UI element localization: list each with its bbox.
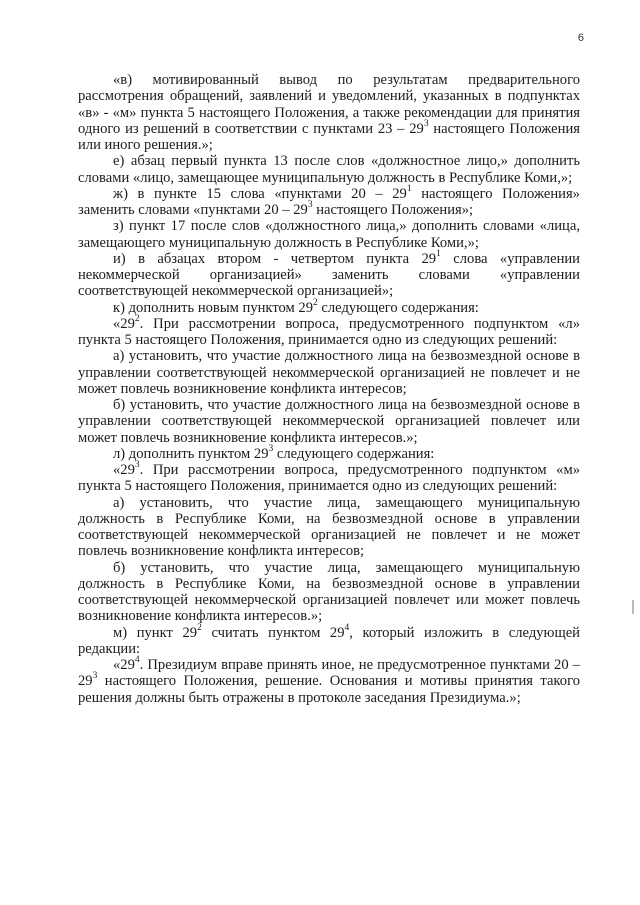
- text-run: настоящего Положения, решение. Основания и мотивы принятия такого решения должны быть отражены в протоколе заседания Президиума.»;: [78, 673, 580, 706]
- text-run: б) установить, что участие должностного лица на безвозмездной основе в управлении соответствующей некоммерческой организацией повлечет или может повлечь возникновение конфликта интересов.»;: [78, 397, 580, 446]
- paragraph: [78, 495, 580, 560]
- text-run: «29: [113, 462, 135, 478]
- document-body: [78, 72, 580, 706]
- superscript: 1: [436, 248, 441, 259]
- text-run: а) установить, что участие лица, замещающего муниципальную должность в Республике Коми, на безвозмездной основе в управлении соответствующей некоммерческой организацией не повлечет и не может повлечь возникновение конфликта интересов;: [78, 494, 580, 560]
- paragraph: [78, 397, 580, 446]
- text-run: считать пунктом 29: [201, 624, 345, 641]
- paragraph: [78, 218, 580, 251]
- text-run: м) пункт 29: [113, 624, 198, 641]
- text-run: з) пункт 17 после слов «должностного лица,» дополнить словами «лица, замещающего муниципальную должность в Республике Коми,»;: [78, 218, 580, 251]
- superscript: 4: [134, 655, 140, 666]
- paragraph: [78, 622, 580, 658]
- text-run: настоящего Положения»;: [312, 202, 474, 218]
- text-run: и) в абзацах втором - четвертом пункта 29: [113, 250, 437, 267]
- text-run: л) дополнить пунктом 29: [113, 445, 269, 462]
- text-run: «29: [113, 315, 135, 332]
- text-run: настоящего Положения или иного решения.»;: [78, 120, 580, 153]
- superscript: 2: [313, 297, 318, 308]
- page-number: 6: [577, 32, 584, 44]
- superscript: 3: [92, 671, 98, 682]
- paragraph: [78, 560, 580, 625]
- paragraph: [78, 313, 580, 349]
- text-run: . При рассмотрении вопроса, предусмотренного подпунктом «м» пункта 5 настоящего Положения, принимается одно из следующих решений:: [78, 462, 580, 495]
- paragraph: [78, 72, 580, 153]
- paragraph: [78, 153, 580, 186]
- paragraph: [78, 443, 580, 462]
- superscript: 4: [344, 622, 350, 633]
- superscript: 2: [197, 622, 202, 633]
- text-run: е) абзац первый пункта 13 после слов «должностное лицо,» дополнить словами «лицо, замещающее муниципальную должность в Республике Коми,»;: [78, 153, 580, 186]
- text-run: «в) мотивированный вывод по результатам предварительного рассмотрения обращений, заявлений и уведомлений, указанных в подпунктах «в» - «м» пункта 5 настоящего Положения, а также рекомендации для принятия одного из решений в соответствии с пунктами 23 – 29: [78, 72, 580, 137]
- paragraph: [78, 297, 580, 316]
- text-run: следующего содержания:: [317, 299, 479, 316]
- superscript: 1: [406, 183, 412, 194]
- text-run: б) установить, что участие лица, замещающего муниципальную должность в Республике Коми, на безвозмездной основе в управлении соответствующей некоммерческой организацией повлечет или может повлечь возникновение конфликта интересов.»;: [78, 559, 580, 625]
- superscript: 3: [268, 443, 274, 454]
- text-run: , который изложить в следующей редакции:: [78, 624, 580, 657]
- paragraph: [78, 183, 580, 219]
- paragraph: [78, 657, 580, 706]
- text-run: настоящего Положения» заменить словами «пунктами 20 – 29: [78, 185, 580, 218]
- paragraph: [78, 348, 580, 397]
- text-run: ж) в пункте 15 слова «пунктами 20 – 29: [113, 185, 407, 202]
- superscript: 3: [307, 200, 313, 211]
- text-run: а) установить, что участие должностного лица на безвозмездной основе в управлении соответствующей некоммерческой организацией не повлечет и не может повлечь возникновение конфликта интересов;: [78, 348, 580, 397]
- superscript: 3: [134, 460, 140, 471]
- text-run: . При рассмотрении вопроса, предусмотренного подпунктом «л» пункта 5 настоящего Положения, принимается одно из следующих решений:: [78, 315, 580, 348]
- text-run: . Президиум вправе принять иное, не предусмотренное пунктами 20 – 29: [78, 657, 580, 690]
- text-run: к) дополнить новым пунктом 29: [113, 299, 314, 316]
- text-run: «29: [113, 657, 135, 673]
- paragraph: [78, 248, 580, 300]
- text-run: слова «управлении некоммерческой организацией» заменить словами «управлении соответствующей некоммерческой организацией»;: [78, 250, 580, 300]
- text-run: следующего содержания:: [273, 445, 435, 462]
- superscript: 3: [423, 118, 429, 129]
- scan-artifact: [632, 600, 634, 614]
- superscript: 2: [134, 313, 140, 324]
- paragraph: [78, 462, 580, 495]
